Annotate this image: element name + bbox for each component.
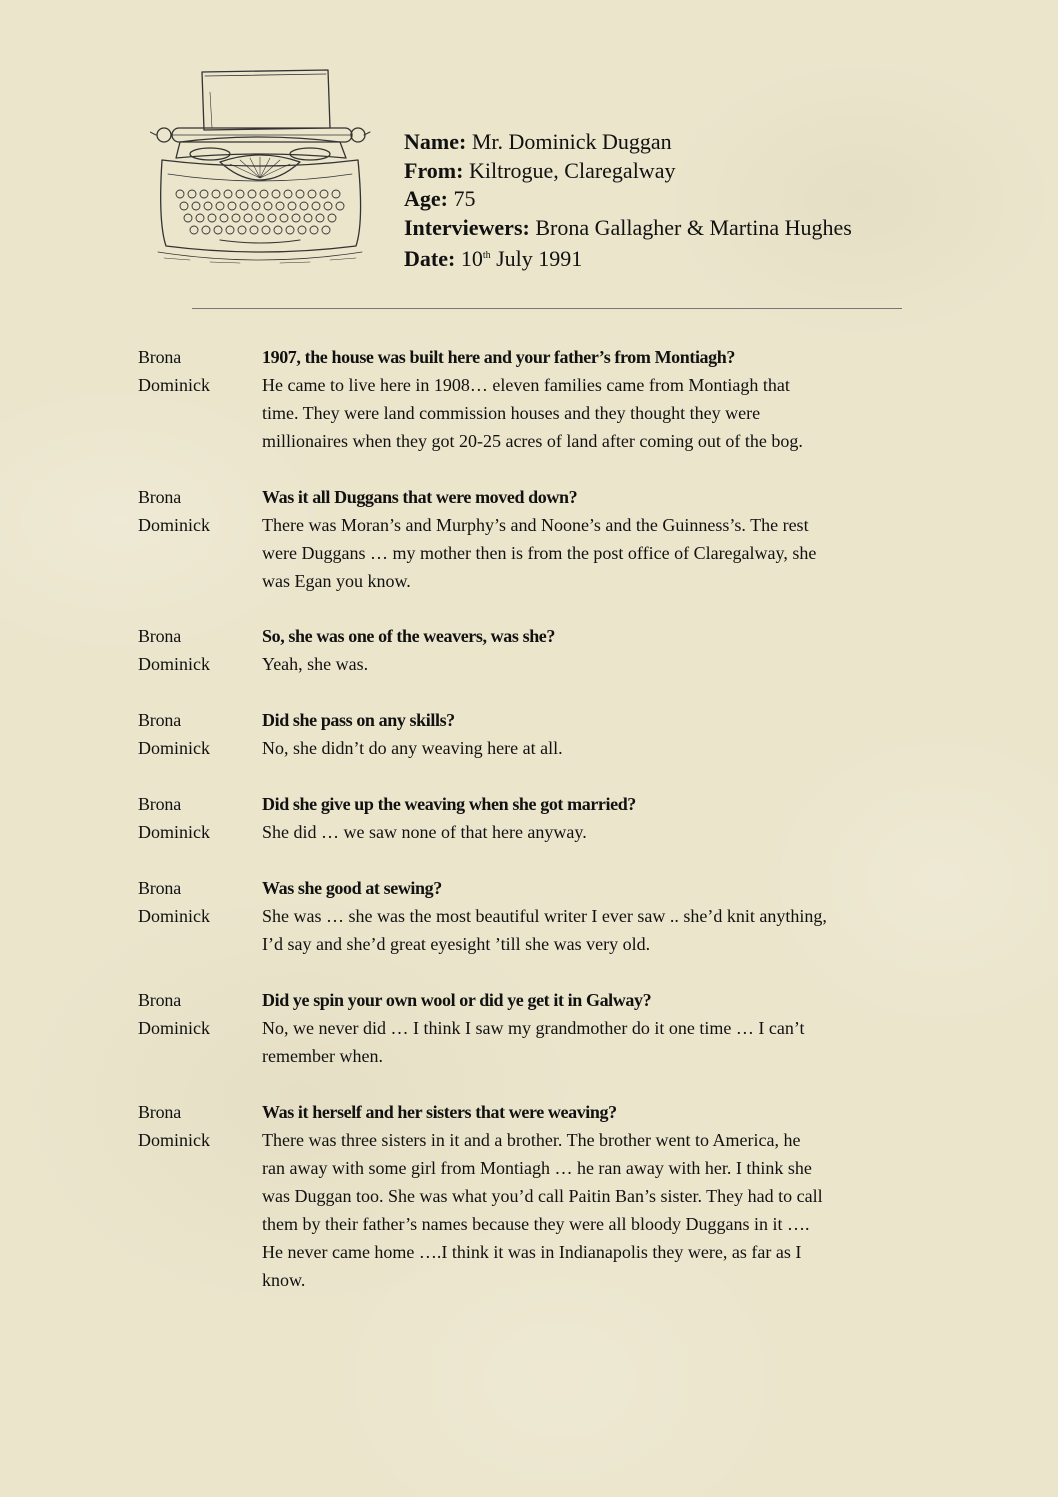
answer-text xyxy=(262,818,918,846)
answer-row xyxy=(138,818,938,846)
answer-speaker: Dominick xyxy=(138,822,210,842)
typewriter-illustration xyxy=(150,62,372,272)
question-row xyxy=(138,483,938,511)
header-divider xyxy=(192,308,902,310)
answer-speaker: Dominick xyxy=(138,1018,210,1038)
answer-row xyxy=(138,1014,938,1070)
answer-line: No, she didn’t do any weaving here at all. xyxy=(262,738,563,758)
from-label: From: xyxy=(404,157,464,183)
question-row xyxy=(138,790,938,818)
answer-line: was Duggan too. She was what you’d call Paitin Ban’s sister. They had to call xyxy=(262,1186,823,1206)
exchange-5 xyxy=(138,790,938,846)
question-row xyxy=(138,622,938,650)
date-day: 10 xyxy=(455,246,483,271)
from-value: Kiltrogue, Claregalway xyxy=(463,157,676,183)
answer-line: were Duggans … my mother then is from the post office of Claregalway, she xyxy=(262,543,817,563)
question-speaker: Brona xyxy=(138,347,181,367)
answer-speaker: Dominick xyxy=(138,1130,210,1150)
answer-row xyxy=(138,734,938,762)
question-speaker: Brona xyxy=(138,878,181,898)
question-speaker: Brona xyxy=(138,1102,181,1122)
exchange-7 xyxy=(138,986,938,1070)
answer-text xyxy=(262,650,918,678)
answer-speaker: Dominick xyxy=(138,375,210,395)
answer-text xyxy=(262,902,918,958)
question-row xyxy=(138,706,938,734)
age-label: Age: xyxy=(404,186,448,211)
answer-line: ran away with some girl from Montiagh … he ran away with her. I think she xyxy=(262,1158,812,1178)
answer-line: them by their father’s names because they were all bloody Duggans in it …. xyxy=(262,1214,810,1234)
interviewers-row xyxy=(404,214,852,243)
exchange-3 xyxy=(138,622,938,678)
question-row xyxy=(138,874,938,902)
answer-line: He came to live here in 1908… eleven families came from Montiagh that xyxy=(262,375,790,395)
question-row xyxy=(138,343,938,371)
answer-line: remember when. xyxy=(262,1046,383,1066)
question-speaker: Brona xyxy=(138,710,181,730)
answer-row xyxy=(138,1126,938,1294)
question-text: So, she was one of the weavers, was she? xyxy=(262,626,555,646)
question-text: 1907, the house was built here and your father’s from Montiagh? xyxy=(262,347,735,367)
age-value: 75 xyxy=(447,186,476,211)
date-rest: July 1991 xyxy=(490,246,583,271)
question-row xyxy=(138,986,938,1014)
answer-row xyxy=(138,650,938,678)
question-speaker: Brona xyxy=(138,990,181,1010)
answer-row xyxy=(138,371,938,455)
exchange-8 xyxy=(138,1098,938,1294)
answer-row xyxy=(138,902,938,958)
question-row xyxy=(138,1098,938,1126)
exchange-1 xyxy=(138,343,938,455)
age-row xyxy=(404,185,852,214)
question-text: Did ye spin your own wool or did ye get it in Galway? xyxy=(262,990,652,1010)
question-speaker: Brona xyxy=(138,794,181,814)
name-row xyxy=(404,128,852,157)
answer-line: know. xyxy=(262,1270,306,1290)
date-row xyxy=(404,242,852,274)
answer-text xyxy=(262,734,918,762)
interview-header xyxy=(404,128,852,274)
answer-text xyxy=(262,1014,918,1070)
name-label: Name: xyxy=(404,129,467,154)
answer-line: No, we never did … I think I saw my grandmother do it one time … I can’t xyxy=(262,1018,805,1038)
question-speaker: Brona xyxy=(138,487,181,507)
answer-line: I’d say and she’d great eyesight ’till she was very old. xyxy=(262,934,651,954)
answer-line: He never came home ….I think it was in Indianapolis they were, as far as I xyxy=(262,1242,802,1262)
question-speaker: Brona xyxy=(138,626,181,646)
answer-text xyxy=(262,1126,918,1294)
answer-speaker: Dominick xyxy=(138,654,210,674)
answer-line: She did … we saw none of that here anyway. xyxy=(262,822,587,842)
question-text: Did she give up the weaving when she got married? xyxy=(262,794,636,814)
question-text: Was it all Duggans that were moved down? xyxy=(262,487,578,507)
name-value: Mr. Dominick Duggan xyxy=(466,129,672,154)
answer-row xyxy=(138,511,938,595)
interviewers-label: Interviewers: xyxy=(404,214,530,240)
date-label: Date: xyxy=(404,246,456,271)
answer-line: She was … she was the most beautiful writer I ever saw .. she’d knit anything, xyxy=(262,906,827,926)
interviewers-value: Brona Gallagher & Martina Hughes xyxy=(529,214,852,240)
exchange-4 xyxy=(138,706,938,762)
question-text: Was she good at sewing? xyxy=(262,878,442,898)
question-text: Was it herself and her sisters that were weaving? xyxy=(262,1102,617,1122)
from-row xyxy=(404,157,852,186)
answer-line: There was Moran’s and Murphy’s and Noone’s and the Guinness’s. The rest xyxy=(262,515,809,535)
answer-text xyxy=(262,371,918,455)
answer-speaker: Dominick xyxy=(138,515,210,535)
date-superscript: th xyxy=(482,250,491,261)
exchange-6 xyxy=(138,874,938,958)
question-text: Did she pass on any skills? xyxy=(262,710,455,730)
exchange-2 xyxy=(138,483,938,595)
answer-line: Yeah, she was. xyxy=(262,654,369,674)
answer-speaker: Dominick xyxy=(138,906,210,926)
answer-line: There was three sisters in it and a brother. The brother went to America, he xyxy=(262,1130,801,1150)
answer-text xyxy=(262,511,918,595)
answer-speaker: Dominick xyxy=(138,738,210,758)
answer-line: was Egan you know. xyxy=(262,571,411,591)
answer-line: millionaires when they got 20-25 acres of land after coming out of the bog. xyxy=(262,431,803,451)
answer-line: time. They were land commission houses and they thought they were xyxy=(262,403,761,423)
